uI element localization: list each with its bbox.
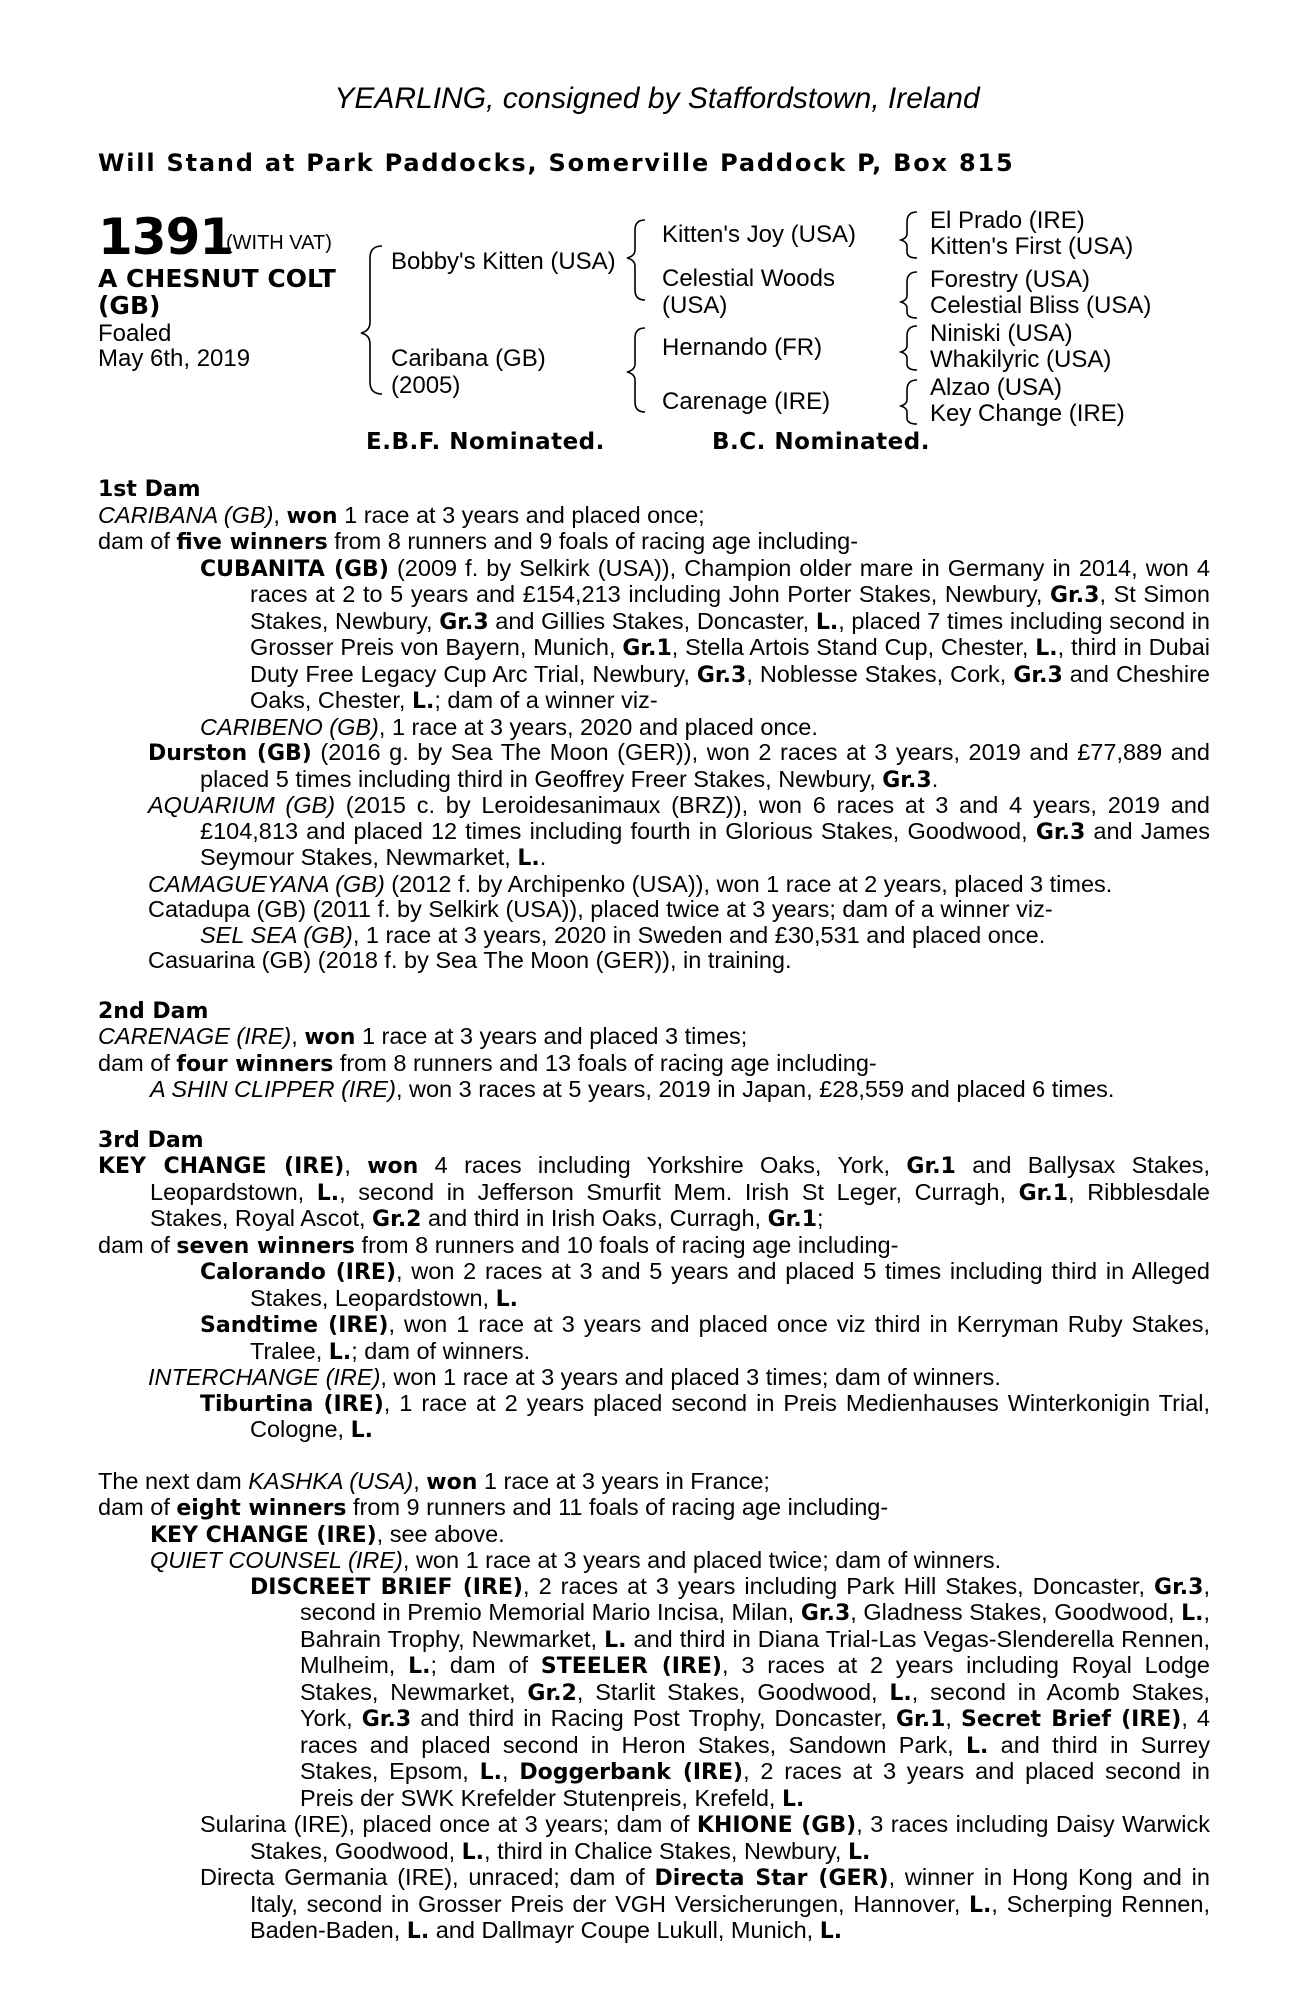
list-item: KEY CHANGE (IRE), see above.	[150, 1520, 505, 1548]
pedigree-sire-dam-country: (USA)	[662, 292, 728, 319]
first-dam-produce: dam of five winners from 8 runners and 9 foals of racing age including-	[98, 528, 859, 555]
lot-number: 1391	[98, 208, 234, 266]
list-item: AQUARIUM (GB) (2015 c. by Leroidesanimaux (BRZ)), won 6 races at 3 and 4 years, 2019 and £104,813 and placed 12 times including fourth in Glorious Stakes, Goodwood, Gr.3 and James Seymour Stakes, Newmarket, L..	[148, 792, 1211, 871]
pedigree-sire: Bobby's Kitten (USA)	[391, 248, 616, 275]
list-item: Tiburtina (IRE), 1 race at 2 years placed second in Preis Medienhauses Winterkonigin Trial, Cologne, L.	[200, 1389, 1211, 1443]
lot-title: A CHESNUT COLT	[98, 264, 336, 293]
list-item: CUBANITA (GB) (2009 f. by Selkirk (USA)), Champion older mare in Germany in 2014, won 4 races at 2 to 5 years and £154,213 including John Porter Stakes, Newbury, Gr.3, St Simon Stakes, Newbury, Gr.3 and Gillies Stakes, Doncaster, L., placed 7 times including second in Grosser Preis von Bayern, Munich, Gr.1, Stella Artois Stand Cup, Chester, L., third in Dubai Duty Free Legacy Cup Arc Trial, Newbury, Gr.3, Noblesse Stakes, Cork, Gr.3 and Cheshire Oaks, Chester, L.; dam of a winner viz-	[200, 554, 1210, 714]
pedigree-g3: Forestry (USA)	[930, 266, 1091, 293]
next-dam-produce: dam of eight winners from 9 runners and 11 foals of racing age including-	[98, 1494, 889, 1521]
pedigree-dam-sire: Hernando (FR)	[662, 334, 823, 361]
first-dam-heading: 1st Dam	[98, 477, 201, 502]
pedigree-g4: Celestial Bliss (USA)	[930, 292, 1152, 319]
list-item: QUIET COUNSEL (IRE), won 1 race at 3 years and placed twice; dam of winners.	[150, 1547, 1002, 1573]
list-item: Calorando (IRE), won 2 races at 3 and 5 years and placed 5 times including third in Alleged Stakes, Leopardstown, L.	[200, 1258, 1210, 1312]
pedigree-braces	[0, 0, 1314, 460]
bc-nominated: B.C. Nominated.	[712, 429, 930, 455]
pedigree-dam-dam: Carenage (IRE)	[662, 388, 831, 415]
list-item: Sularina (IRE), placed once at 3 years; dam of KHIONE (GB), 3 races including Daisy Warwick Stakes, Goodwood, L., third in Chalice Stakes, Newbury, L.	[200, 1811, 1210, 1865]
list-item: A SHIN CLIPPER (IRE), won 3 races at 5 years, 2019 in Japan, £28,559 and placed 6 times.	[150, 1076, 1115, 1102]
pedigree-g7: Alzao (USA)	[930, 374, 1063, 401]
list-item: Sandtime (IRE), won 1 race at 3 years and placed once viz third in Kerryman Ruby Stakes, Tralee, L.; dam of winners.	[200, 1311, 1210, 1365]
list-item: Catadupa (GB) (2011 f. by Selkirk (USA)), placed twice at 3 years; dam of a winner viz-	[148, 896, 1053, 922]
list-item: DISCREET BRIEF (IRE), 2 races at 3 years including Park Hill Stakes, Doncaster, Gr.3, second in Premio Memorial Mario Incisa, Milan, Gr.3, Gladness Stakes, Goodwood, L., Bahrain Trophy, Newmarket, L. and third in Diana Trial-Las Vegas-Slenderella Rennen, Mulheim, L.; dam of STEELER (IRE), 3 races at 2 years including Royal Lodge Stakes, Newmarket, Gr.2, Starlit Stakes, Goodwood, L., second in Acomb Stakes, York, Gr.3 and third in Racing Post Trophy, Doncaster, Gr.1, Secret Brief (IRE), 4 races and placed second in Heron Stakes, Sandown Park, L. and third in Surrey Stakes, Epsom, L., Doggerbank (IRE), 2 races at 3 years and placed second in Preis der SWK Krefelder Stutenpreis, Krefeld, L.	[250, 1572, 1211, 1812]
pedigree-sire-dam: Celestial Woods	[662, 265, 835, 292]
pedigree-dam: Caribana (GB)	[391, 345, 546, 372]
stand-location: Will Stand at Park Paddocks, Somerville Paddock P, Box 815	[98, 149, 1015, 177]
pedigree-sire-sire: Kitten's Joy (USA)	[662, 221, 856, 248]
pedigree-g5: Niniski (USA)	[930, 320, 1073, 347]
pedigree-g6: Whakilyric (USA)	[930, 346, 1112, 373]
list-item: INTERCHANGE (IRE), won 1 race at 3 years and placed 3 times; dam of winners.	[148, 1364, 1001, 1390]
lot-title-country: (GB)	[98, 291, 161, 320]
ebf-nominated: E.B.F. Nominated.	[366, 429, 605, 455]
third-dam-heading: 3rd Dam	[98, 1127, 204, 1153]
second-dam-heading: 2nd Dam	[98, 998, 209, 1024]
first-dam-line: CARIBANA (GB), won 1 race at 3 years and placed once;	[98, 501, 705, 529]
pedigree-g2: Kitten's First (USA)	[930, 233, 1134, 260]
vat-note: (WITH VAT)	[226, 232, 332, 254]
second-dam-line: CARENAGE (IRE), won 1 race at 3 years and placed 3 times;	[98, 1023, 748, 1050]
pedigree-g8: Key Change (IRE)	[930, 400, 1125, 427]
third-dam-produce: dam of seven winners from 8 runners and 10 foals of racing age including-	[98, 1231, 899, 1259]
next-dam-line: The next dam KASHKA (USA), won 1 race at 3 years in France;	[98, 1467, 770, 1495]
foaled-date: May 6th, 2019	[98, 345, 251, 372]
pedigree-dam-year: (2005)	[391, 372, 461, 399]
list-item: Casuarina (GB) (2018 f. by Sea The Moon (GER)), in training.	[148, 947, 792, 973]
page-title: YEARLING, consigned by Staffordstown, Ireland	[334, 82, 980, 115]
list-item: CARIBENO (GB), 1 race at 3 years, 2020 and placed once.	[200, 713, 818, 740]
third-dam-line: KEY CHANGE (IRE), won 4 races including Yorkshire Oaks, York, Gr.1 and Ballysax Stakes, Leopardstown, L., second in Jefferson Smurfit Mem. Irish St Leger, Curragh, Gr.1, Ribblesdale Stakes, Royal Ascot, Gr.2 and third in Irish Oaks, Curragh, Gr.1;	[98, 1152, 1211, 1232]
list-item: Durston (GB) (2016 g. by Sea The Moon (GER)), won 2 races at 3 years, 2019 and £77,889 and placed 5 times including third in Geoffrey Freer Stakes, Newbury, Gr.3.	[148, 739, 1210, 793]
list-item: SEL SEA (GB), 1 race at 3 years, 2020 in Sweden and £30,531 and placed once.	[200, 921, 1046, 948]
foaled-label: Foaled	[98, 320, 172, 347]
list-item: Directa Germania (IRE), unraced; dam of Directa Star (GER), winner in Hong Kong and in Italy, second in Grosser Preis der VGH Versicherungen, Hannover, L., Scherping Rennen, Baden-Baden, L. and Dallmayr Coupe Lukull, Munich, L.	[200, 1864, 1210, 1944]
pedigree-g1: El Prado (IRE)	[930, 207, 1085, 234]
second-dam-produce: dam of four winners from 8 runners and 13 foals of racing age including-	[98, 1049, 877, 1077]
catalogue-body	[98, 477, 1210, 1945]
list-item: CAMAGUEYANA (GB) (2012 f. by Archipenko (USA)), won 1 race at 2 years, placed 3 times.	[148, 870, 1113, 897]
